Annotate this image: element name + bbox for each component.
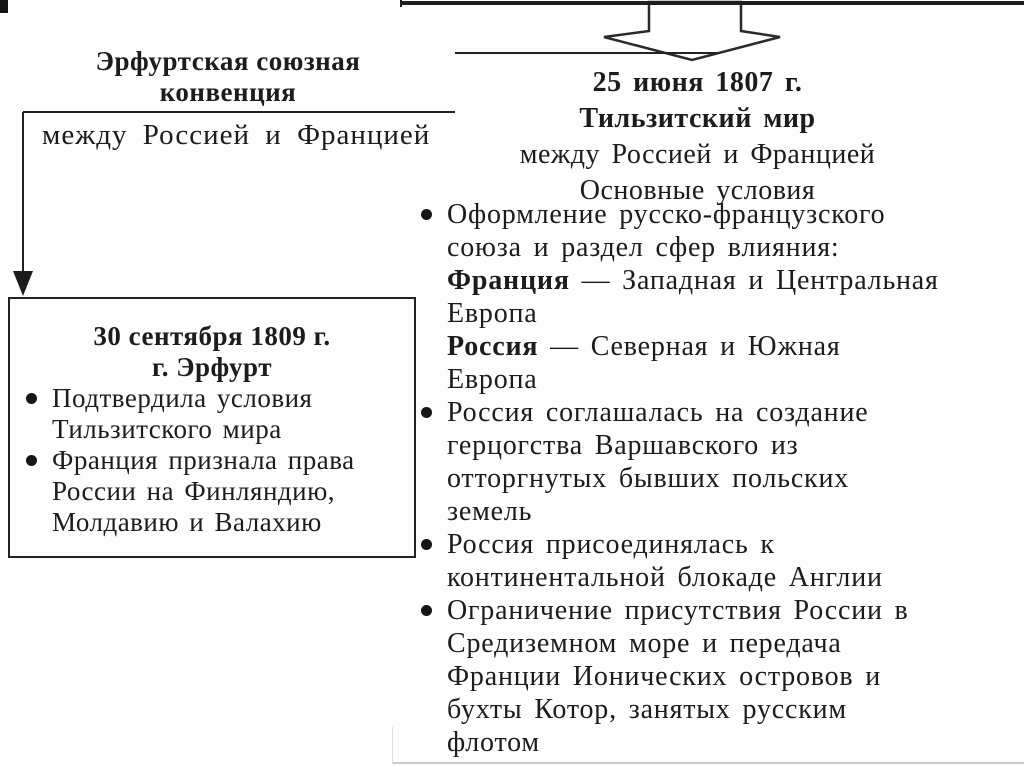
text-line <box>52 507 414 538</box>
title-line: конвенция <box>159 77 297 107</box>
line-text: Россия присоединялась к <box>447 529 775 560</box>
tilsit-title: Тильзитский мир <box>579 103 816 134</box>
block-arrow-down-icon <box>595 0 790 64</box>
tilsit-header <box>440 65 955 209</box>
bullet-icon <box>26 455 37 466</box>
text-line <box>447 627 1022 660</box>
erfurt-subtitle: между Россией и Францией <box>42 119 431 151</box>
erfurt-box-lines <box>52 383 414 538</box>
tilsit-date: 25 июня 1807 г. <box>592 67 803 98</box>
bullet-icon <box>421 209 432 220</box>
line-text: флотом <box>447 727 540 758</box>
title-line: Эрфуртская союзная <box>95 46 361 76</box>
text-line <box>447 264 1022 297</box>
line-bold-lead: Россия <box>447 331 539 362</box>
faint-bottom-line <box>392 727 393 764</box>
divider-line <box>455 52 717 54</box>
line-text: герцогства Варшавского из <box>447 430 799 461</box>
source-box-bottom-edge <box>400 1 1024 5</box>
text-line <box>447 660 1022 693</box>
text-line <box>447 594 1022 627</box>
line-text: земель <box>447 496 533 527</box>
line-bold-lead: Франция <box>447 265 570 296</box>
erfurt-box <box>8 297 416 558</box>
line-text: — Западная и Центральная <box>569 265 939 296</box>
tilsit-subtitle: между Россией и Францией <box>519 139 876 170</box>
title-underline <box>23 111 455 113</box>
text-line <box>447 528 1022 561</box>
text-line <box>447 297 1022 330</box>
text-line <box>447 429 1022 462</box>
text-line <box>52 414 414 445</box>
text-line <box>447 495 1022 528</box>
text-line <box>447 561 1022 594</box>
line-text: Европа <box>447 298 538 329</box>
source-box-left-edge <box>400 0 402 7</box>
line-text: Средиземном море и передача <box>447 628 842 659</box>
line-text: Европа <box>447 364 538 395</box>
corner-artifact <box>0 0 8 13</box>
line-text: Франции Ионических островов и <box>447 661 882 692</box>
line-text: бухты Котор, занятых русским <box>447 694 847 725</box>
erfurt-box-date: 30 сентября 1809 г. <box>93 321 331 351</box>
line-text: Молдавию и Валахию <box>52 507 322 537</box>
text-line <box>447 330 1022 363</box>
line-text: отторгнутых бывших польских <box>447 463 850 494</box>
bullet-icon <box>26 393 37 404</box>
line-text: Ограничение присутствия России в <box>447 595 909 626</box>
line-text: Подтвердила условия <box>52 383 313 413</box>
line-text: союза и раздел сфер влияния: <box>447 232 840 263</box>
bullet-icon <box>421 605 432 616</box>
text-line <box>447 231 1022 264</box>
text-line <box>52 476 414 507</box>
line-text: континентальной блокаде Англии <box>447 562 883 593</box>
text-line <box>447 462 1022 495</box>
text-line <box>447 693 1022 726</box>
line-text: Оформление русско-французского <box>447 199 886 230</box>
text-line <box>52 445 414 476</box>
line-text: России на Финляндию, <box>52 476 335 506</box>
connector-line <box>22 112 24 272</box>
text-line <box>447 198 1022 231</box>
bullet-icon <box>421 539 432 550</box>
text-line <box>447 396 1022 429</box>
text-line <box>447 726 1022 759</box>
line-text: — Северная и Южная <box>538 331 841 362</box>
text-line <box>447 363 1022 396</box>
tilsit-subheading: Основные условия <box>579 175 816 206</box>
line-text: Россия соглашалась на создание <box>447 397 869 428</box>
connector-arrowhead-icon <box>13 271 33 296</box>
tilsit-terms-list <box>447 198 1022 759</box>
erfurt-convention-title <box>23 46 433 108</box>
bullet-icon <box>421 407 432 418</box>
line-text: Тильзитского мира <box>52 414 282 444</box>
line-text: Франция признала права <box>52 445 355 475</box>
erfurt-box-place: г. Эрфурт <box>152 352 272 382</box>
faint-bottom-line <box>392 762 1024 764</box>
text-line <box>52 383 414 414</box>
